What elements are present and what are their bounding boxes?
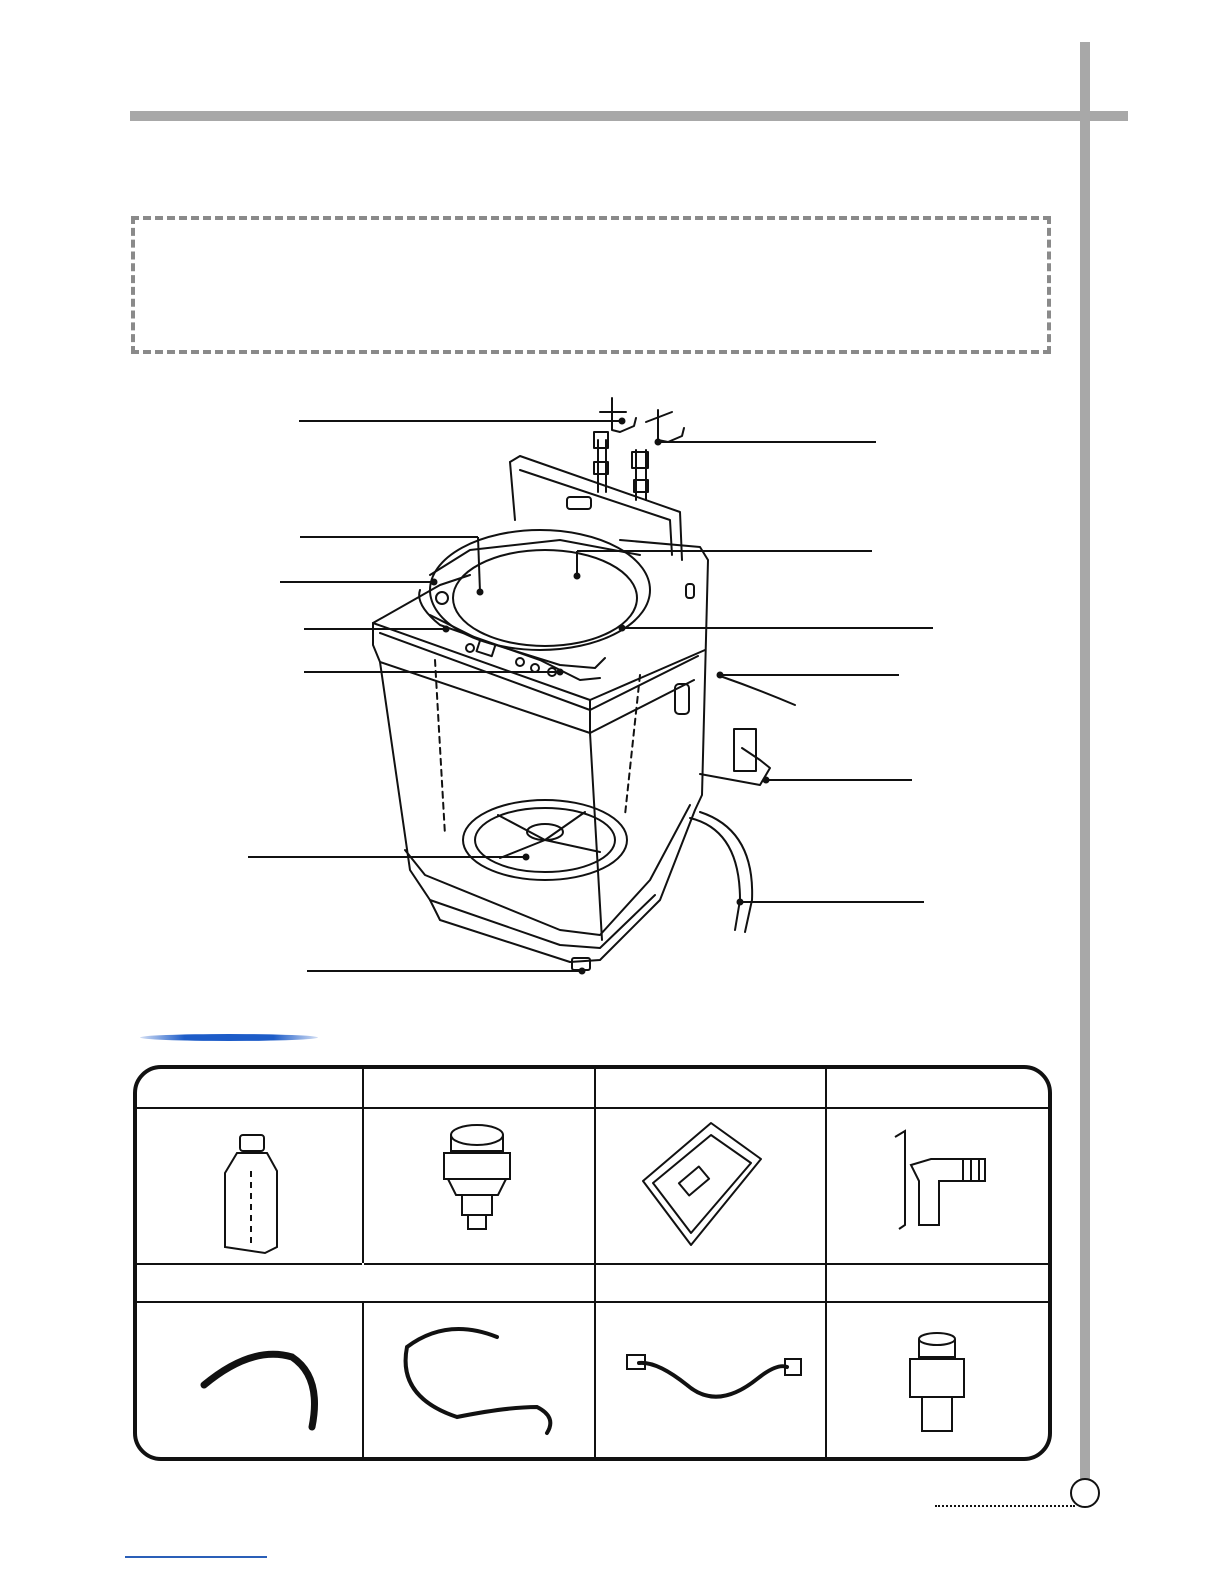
accessory-label	[137, 1069, 362, 1079]
notice-text	[135, 220, 1047, 256]
accessories-table	[133, 1065, 1052, 1461]
accessory-label	[827, 1069, 1052, 1079]
accessory-label	[596, 1069, 825, 1079]
table-rule	[137, 1301, 1048, 1303]
water-hose-icon	[387, 1317, 567, 1447]
accessory-label	[827, 1265, 1052, 1275]
cover-icon	[635, 1117, 775, 1257]
footer-dotted-line	[935, 1505, 1075, 1507]
page-number	[1070, 1478, 1100, 1508]
coupler-icon	[422, 1119, 532, 1259]
table-rule	[137, 1107, 1048, 1109]
top-rule	[130, 111, 1128, 121]
accessories-heading-bar	[140, 1034, 318, 1041]
accessory-label	[596, 1265, 825, 1275]
hose-elbow-icon	[875, 1125, 1015, 1245]
bottle-icon	[207, 1127, 297, 1257]
accessory-label	[137, 1265, 594, 1275]
table-rule	[825, 1069, 827, 1457]
table-rule	[594, 1069, 596, 1457]
drain-hose-icon	[192, 1327, 332, 1437]
notice-box	[131, 216, 1051, 354]
washing-machine-diagram	[0, 380, 1224, 1000]
footer-link-underline[interactable]	[125, 1556, 267, 1558]
accessory-label	[364, 1069, 594, 1079]
adapter-icon	[892, 1327, 982, 1447]
supply-hose-icon	[617, 1331, 807, 1431]
